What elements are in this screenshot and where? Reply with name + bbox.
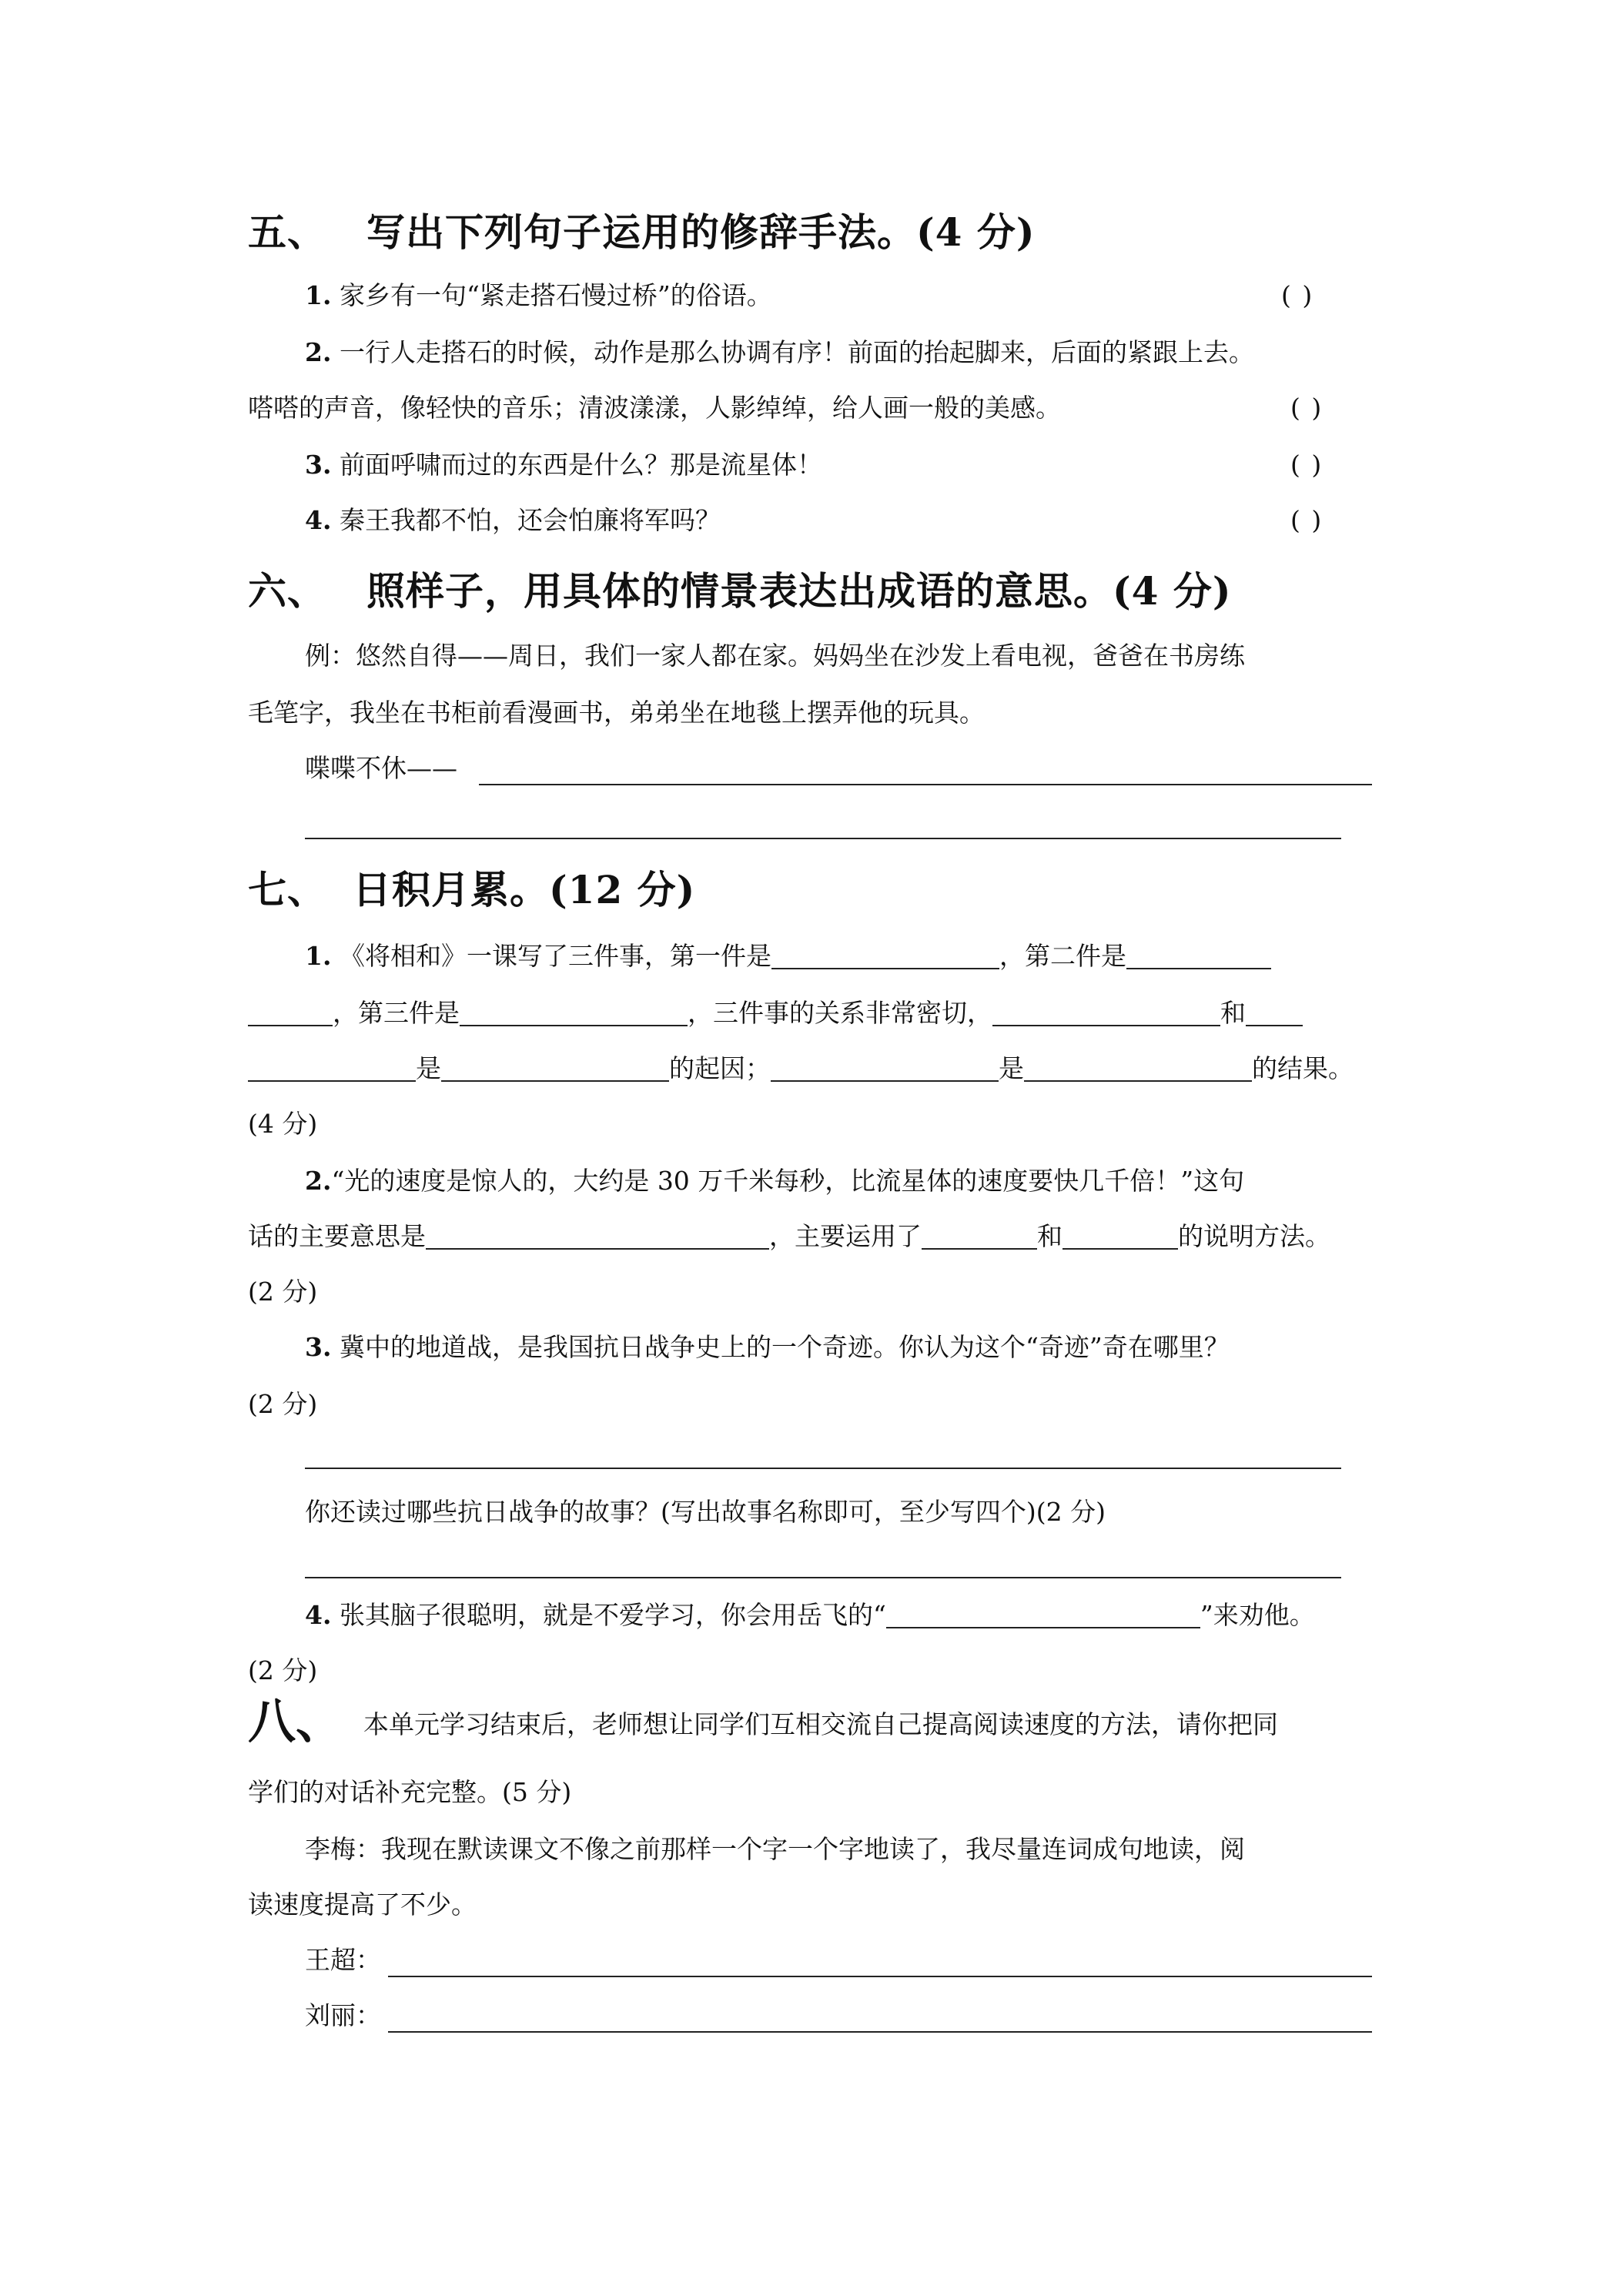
s7-q2-number: 2. [305, 1166, 332, 1196]
s7-q1-number: 1. [305, 941, 332, 971]
s7-q1-blank-2a[interactable] [1126, 943, 1271, 969]
s7-q1-text-b2: ，三件事的关系非常密切， [688, 998, 992, 1028]
s7-q4-blank[interactable] [886, 1602, 1200, 1628]
s7-q3-number: 3. [305, 1332, 332, 1362]
s5-q1-text: 家乡有一句“紧走搭石慢过桥”的俗语。 [339, 280, 772, 310]
s6-prompt: 喋喋不休—— [305, 753, 457, 783]
s5-q1 [305, 280, 772, 311]
s7-q1-text-a1: 《将相和》一课写了三件事，第一件是 [339, 941, 771, 971]
s7-q2-text-b2: ，主要运用了 [769, 1221, 922, 1251]
s7-q2-score: (2 分) [248, 1277, 318, 1307]
s8-liuli-label: 刘丽： [305, 2000, 381, 2030]
s7-q2-blank-1[interactable] [426, 1223, 769, 1250]
s7-q1-line2 [248, 998, 1303, 1029]
s5-q2-number: 2. [305, 337, 332, 367]
s8-wangchao-answer-line[interactable] [388, 1976, 1372, 1977]
s7-q3-text-a: 冀中的地道战，是我国抗日战争史上的一个奇迹。你认为这个“奇迹”奇在哪里？ [339, 1332, 1230, 1362]
s7-q1-blank-7[interactable] [771, 1056, 999, 1082]
s7-q2-line2 [248, 1221, 1330, 1252]
s8-limei-line1: 李梅：我现在默读课文不像之前那样一个字一个字地读了，我尽量连词成句地读，阅 [305, 1834, 1245, 1864]
s7-q1-text-a2: ，第二件是 [999, 941, 1126, 971]
s7-q1-blank-4[interactable] [992, 1000, 1220, 1026]
section-5-heading [248, 202, 1036, 257]
s7-q1-text-c4: 的结果。 [1252, 1053, 1354, 1083]
s7-q4-score: (2 分) [248, 1655, 318, 1685]
s7-q1-text-b1: ，第三件是 [333, 998, 460, 1028]
s5-q3-text: 前面呼啸而过的东西是什么？那是流星体！ [339, 450, 822, 480]
s5-q4 [305, 505, 721, 536]
s7-q2-text-b3: 和 [1037, 1221, 1062, 1251]
s5-q3-answer-paren[interactable]: ( ) [1290, 450, 1323, 480]
s7-q2-blank-3[interactable] [1062, 1223, 1178, 1250]
s7-q1-text-c1: 是 [416, 1053, 441, 1083]
s5-q1-number: 1. [305, 280, 332, 310]
s8-wangchao-label: 王超： [305, 1945, 381, 1975]
s7-q1-text-b3: 和 [1220, 998, 1246, 1028]
s6-answer-line-2[interactable] [305, 838, 1341, 839]
s7-q1-score: (4 分) [248, 1109, 318, 1139]
s7-q2-blank-2[interactable] [922, 1223, 1037, 1250]
s8-liuli-answer-line[interactable] [388, 2031, 1372, 2033]
s7-q3-answer-line-1[interactable] [305, 1468, 1341, 1469]
s7-q1-blank-8[interactable] [1024, 1056, 1252, 1082]
s6-answer-line-1[interactable] [479, 784, 1372, 785]
section-5-title: 写出下列句子运用的修辞手法。(4 分) [366, 209, 1036, 255]
s5-q2-answer-paren[interactable]: ( ) [1290, 393, 1323, 423]
s5-q3-number: 3. [305, 450, 332, 480]
s7-q1-text-c3: 是 [999, 1053, 1024, 1083]
s7-q1-blank-5a[interactable] [1246, 1000, 1303, 1026]
s7-q4-text-a2: ”来劝他。 [1200, 1600, 1315, 1630]
section-8-heading [248, 1693, 1279, 1749]
s6-example-line2: 毛笔字，我坐在书柜前看漫画书，弟弟坐在地毯上摆弄他的玩具。 [248, 698, 985, 728]
section-8-number: 八、 [248, 1693, 344, 1749]
s7-q2-text-b1: 话的主要意思是 [248, 1221, 426, 1251]
section-8-text-b: 学们的对话补充完整。(5 分) [248, 1777, 572, 1807]
s7-q2-text-a: “光的速度是惊人的，大约是 30 万千米每秒，比流星体的速度要快几千倍！”这句 [331, 1166, 1245, 1196]
s7-q2-line1 [305, 1166, 1244, 1197]
s8-limei-line2: 读速度提高了不少。 [248, 1889, 477, 1919]
s5-q2-text-a: 一行人走搭石的时候，动作是那么协调有序！前面的抬起脚来，后面的紧跟上去。 [339, 337, 1254, 367]
s5-q4-number: 4. [305, 505, 332, 535]
s7-q1-text-c2: 的起因； [669, 1053, 771, 1083]
section-5-number: 五、 [248, 209, 326, 255]
section-6-heading [248, 561, 1232, 616]
s5-q2-line1 [305, 337, 1254, 368]
s5-q4-answer-paren[interactable]: ( ) [1290, 505, 1323, 535]
s5-q1-answer-paren[interactable]: ( ) [1281, 280, 1314, 310]
s6-example-line1: 例：悠然自得——周日，我们一家人都在家。妈妈坐在沙发上看电视，爸爸在书房练 [305, 641, 1245, 671]
s7-q1-blank-3[interactable] [460, 1000, 688, 1026]
s7-q1-blank-6[interactable] [441, 1056, 669, 1082]
section-6-number: 六、 [248, 568, 326, 614]
s7-q1-blank-2b[interactable] [248, 1000, 333, 1026]
section-7-title: 日积月累。(12 分) [353, 867, 696, 912]
section-7-number: 七、 [248, 867, 326, 912]
s7-q3-line1 [305, 1332, 1230, 1363]
s7-q2-text-b4: 的说明方法。 [1178, 1221, 1330, 1251]
section-7-heading [248, 859, 695, 915]
s5-q2-line2: 嗒嗒的声音，像轻快的音乐；清波漾漾，人影绰绰，给人画一般的美感。 [248, 393, 1061, 423]
section-8-text-a: 本单元学习结束后，老师想让同学们互相交流自己提高阅读速度的方法，请你把同 [363, 1709, 1279, 1739]
s7-q1-line1 [305, 941, 1271, 972]
s5-q3 [305, 450, 822, 480]
section-6-title: 照样子，用具体的情景表达出成语的意思。(4 分) [366, 568, 1232, 614]
s7-q1-blank-1[interactable] [771, 943, 999, 969]
s7-q1-line3 [248, 1053, 1354, 1084]
s7-q3-answer-line-2[interactable] [305, 1577, 1341, 1578]
s7-q4-text-a1: 张其脑子很聪明，就是不爱学习，你会用岳飞的“ [339, 1600, 886, 1630]
s7-q4-line1 [305, 1600, 1315, 1631]
s7-q3-score: (2 分) [248, 1389, 318, 1419]
s7-q3-followup: 你还读过哪些抗日战争的故事？(写出故事名称即可，至少写四个)(2 分) [305, 1497, 1106, 1527]
s7-q1-blank-5b[interactable] [248, 1056, 416, 1082]
s7-q4-number: 4. [305, 1600, 332, 1630]
s5-q4-text: 秦王我都不怕，还会怕廉将军吗？ [339, 505, 721, 535]
